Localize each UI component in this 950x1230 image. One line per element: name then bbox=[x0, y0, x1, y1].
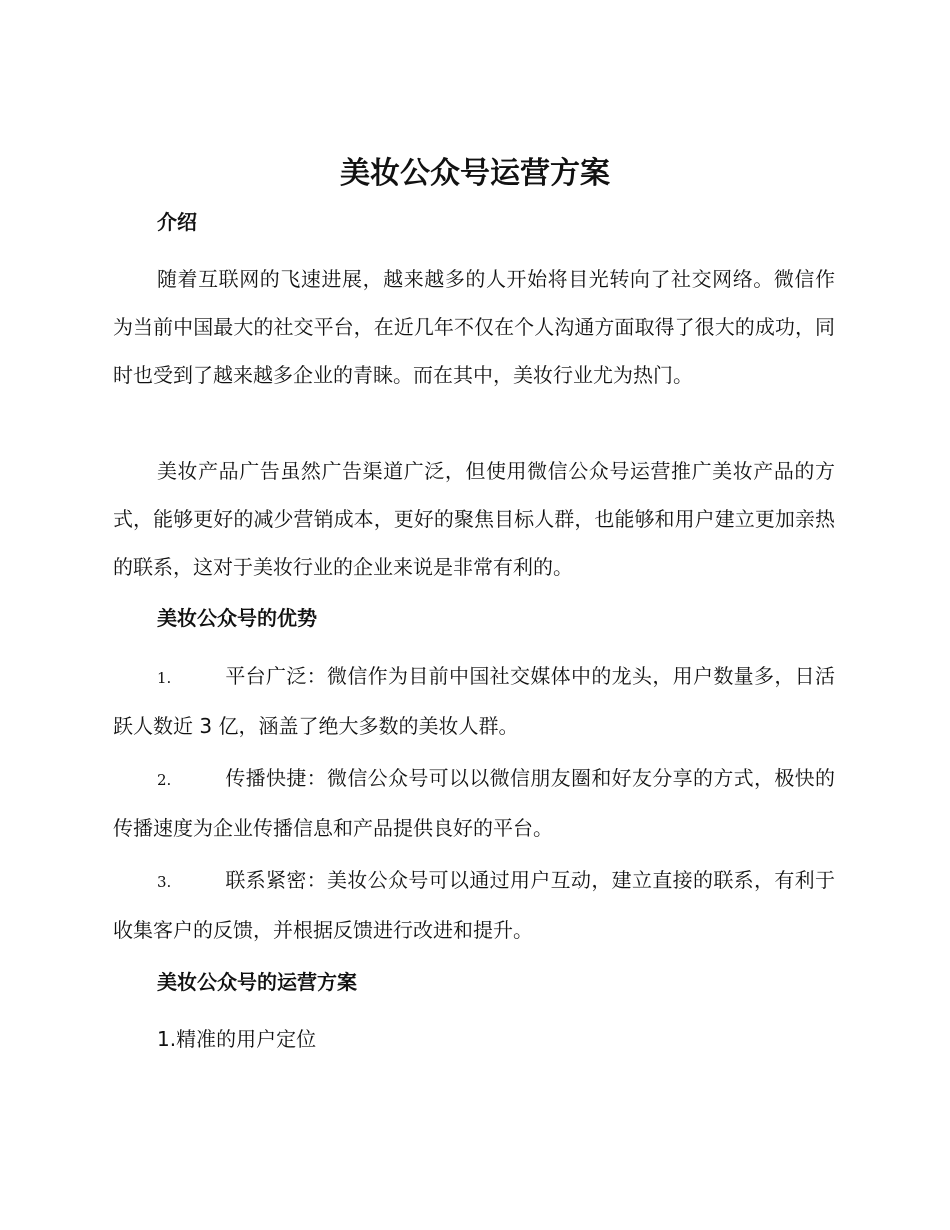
section-heading-intro: 介绍 bbox=[157, 210, 197, 234]
intro-paragraph-1: 随着互联网的飞速进展，越来越多的人开始将目光转向了社交网络。微信作为当前中国最大的社交平台，在近几年不仅在个人沟通方面取得了很大的成功，同时也受到了越来越多企业的青睐。而在其中，美妆行业尤为热门。 bbox=[113, 267, 835, 387]
plan-item-1: 1.精准的用户定位 bbox=[157, 1027, 317, 1051]
intro-paragraph-2: 美妆产品广告虽然广告渠道广泛，但使用微信公众号运营推广美妆产品的方式，能够更好的减少营销成本，更好的聚焦目标人群，也能够和用户建立更加亲热的联系，这对于美妆行业的企业来说是非常有利的。 bbox=[113, 459, 835, 579]
advantage-item-3 bbox=[113, 856, 835, 954]
section-heading-advantages: 美妆公众号的优势 bbox=[157, 606, 317, 630]
list-number: 3. bbox=[157, 873, 172, 891]
advantage-item-1 bbox=[113, 652, 835, 750]
list-item-text: 联系紧密：美妆公众号可以通过用户互动，建立直接的联系，有利于收集客户的反馈，并根据反馈进行改进和提升。 bbox=[113, 868, 835, 942]
document-title: 美妆公众号运营方案 bbox=[340, 156, 610, 191]
advantage-item-2 bbox=[113, 754, 835, 852]
list-item-text: 传播快捷：微信公众号可以以微信朋友圈和好友分享的方式，极快的传播速度为企业传播信息和产品提供良好的平台。 bbox=[113, 766, 835, 840]
list-item-text: 平台广泛：微信作为目前中国社交媒体中的龙头，用户数量多，日活跃人数近 3 亿，涵盖了绝大多数的美妆人群。 bbox=[113, 664, 835, 738]
list-number: 1. bbox=[157, 669, 172, 687]
section-heading-plan: 美妆公众号的运营方案 bbox=[157, 970, 357, 994]
list-number: 2. bbox=[157, 771, 172, 789]
